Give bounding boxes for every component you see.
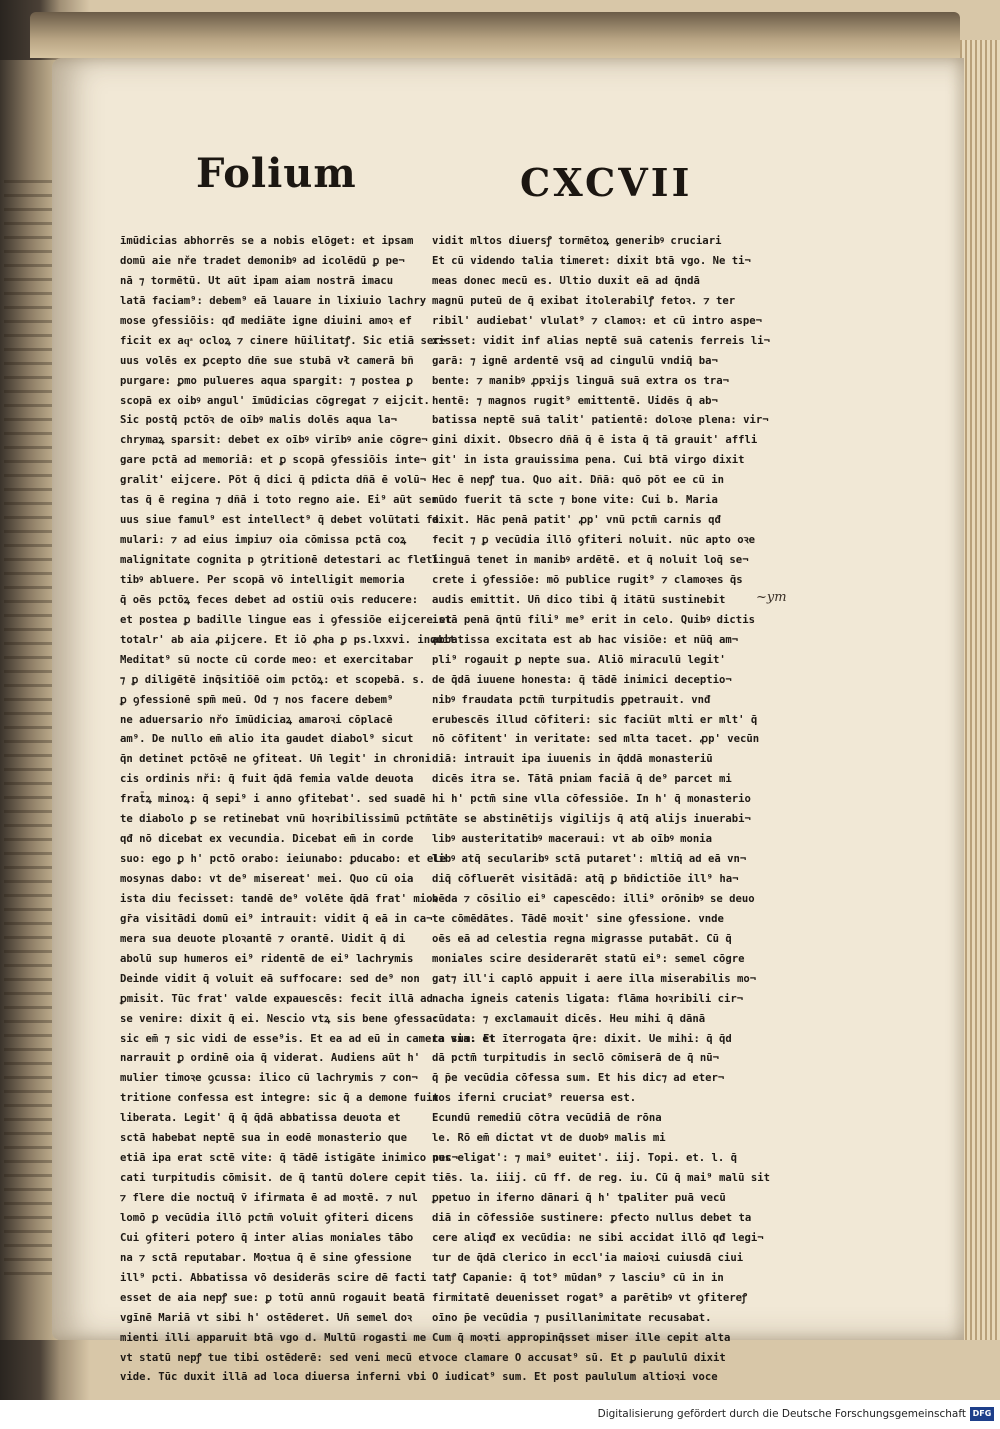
text-line: mera sua deuote ploꝛantē ⁊ orantē. Uidit q̄ di	[120, 932, 406, 945]
text-line: tiēs. la. iiij. cū ff. de reg. iu. Cū q̄ mai⁹ malū sit	[432, 1172, 771, 1185]
text-line: firmitatē deuenisset rogat⁹ a parētibꝰ vt ꝯfitereꝭ	[432, 1291, 748, 1304]
text-line: vt statū nepꝭ tue tibi ostēderē: sed veni mecū et	[120, 1351, 432, 1364]
facing-page-text	[4, 180, 56, 1280]
text-line: ⁊ ꝑ diligētē inq̄sitiōē oim pctōꝝ: et scopebā. s.	[120, 673, 426, 686]
text-line: oēs eā ad celestia regna migrasse putabāt. Cū q̄	[432, 932, 732, 945]
text-line: pli⁹ rogauit ꝑ nepte sua. Aliō miraculū legit'	[432, 653, 726, 666]
facing-page	[0, 60, 58, 1340]
text-line: Cui ꝯfiteri potero q̄ inter alias moniales tābo	[120, 1231, 414, 1244]
text-line: linguā tenet in manibꝰ ardētē. et q̄ noluit loq̄ se¬	[432, 554, 749, 566]
text-line: ꝑpetuo in iferno dānari q̄ h' tpaliter puā vecū	[432, 1192, 726, 1204]
text-line: meas donec mecū es. Ultio duxit eā ad q̄ndā	[432, 274, 700, 287]
text-line: am⁹. De nullo em̄ alio ita gaudet diabol⁹ sicut	[120, 733, 414, 746]
text-line: mulari: ⁊ ad eius impiu⁊ oia cōmissa pctā coꝝ	[120, 534, 407, 547]
text-line: īmūdicias abhorrēs se a nobis elōget: et ipsam	[120, 235, 414, 247]
text-line: sctā habebat neptē sua in eodē monasterio que	[120, 1132, 408, 1145]
text-line: mienti illi apparuit btā vgo d. Multū rogasti me	[120, 1331, 427, 1344]
text-line: dixit. Hāc penā patit' ꝓp' vnū pctm̄ carnis qđ	[432, 514, 721, 527]
text-line: cere aliqđ ex vecūdia: ne sibi accidat illō qđ legi¬	[432, 1231, 764, 1244]
text-line: tatꝭ Capanie: q̄ tot⁹ mūdan⁹ ⁊ lasciu⁹ cū in in	[432, 1271, 724, 1284]
text-line: chrymaꝝ sparsit: debet ex oībꝰ virībꝰ anie cōgre¬	[120, 434, 428, 447]
text-line: uus volēs ex ꝑcepto dñe sue stubā vł camerā bñ	[120, 354, 414, 367]
text-line: magnū puteū de q̄ exibat itolerabilꝭ fetoꝛ. ⁊ ter	[432, 294, 736, 307]
text-line: ill⁹ pcti. Abbatissa vō desiderās scire dē facti	[120, 1271, 427, 1284]
text-line: etiā ipa erat sctē vite: q̄ tādē istigāte inimico pec¬	[120, 1152, 459, 1165]
text-line: nibꝰ fraudata pctm̄ turpitudis ꝑpetrauit. vnđ	[432, 693, 711, 706]
text-line: hi h' pctm̄ sine vlla cōfessiōe. In h' q̄ monasterio	[432, 793, 751, 806]
text-column-right	[432, 232, 771, 1388]
text-line: na ⁊ sctā reputabar. Moꝛtua q̄ ē sine ꝯfessione	[120, 1251, 412, 1264]
text-line: lomō ꝑ vecūdia illō pctm̄ voluit ꝯfiteri dicens	[120, 1211, 414, 1224]
text-line: crete i ꝯfessiōe: mō publice rugit⁹ ⁊ clamoꝛes q̄s	[432, 573, 743, 586]
text-line: mosynas dabo: vt de⁹ misereat' mei. Quo cū oia	[120, 873, 414, 885]
text-line: nus eligat': ⁊ mai⁹ euitet'. iij. Topi. et. l. q̄	[432, 1152, 738, 1165]
text-line: xisset: vidit inf alias neptē suā catenis ferreis li¬	[432, 334, 771, 347]
text-line: ribil' audiebat' vlulat⁹ ⁊ clamoꝛ: et cū intro aspe¬	[432, 314, 762, 327]
text-line: dicēs itra se. Tātā pniam faciā q̄ de⁹ parcet mi	[432, 773, 732, 786]
text-line: nō cōfitent' in veritate: sed mlta tacet. ꝓp' vecūn	[432, 733, 760, 746]
text-line: totalr' ab aia ꝓijcere. Et iō ꝓha ꝑ ps.lxxvi. inquit	[120, 633, 456, 646]
text-line: istā penā q̄ntū fili⁹ me⁹ erit in celo. Quibꝰ dictis	[432, 613, 755, 626]
text-line: Et cū videndo talia timeret: dixit btā vgo. Ne ti¬	[432, 254, 751, 267]
text-line: ista diu fecisset: tandē de⁹ volēte q̄dā frat' mioꝛ	[120, 892, 438, 905]
text-line: libꝰ atq̄ secularibꝰ sctā putaret': mltiq̄ ad eā vn¬	[432, 853, 747, 866]
text-line: libꝰ austeritatibꝰ maceraui: vt ab oībꝰ monia	[432, 833, 713, 846]
text-line: dā pctm̄ turpitudis in seclō cōmiserā de q̄ nū¬	[432, 1052, 720, 1065]
book-fore-edge	[960, 40, 1000, 1340]
text-line: liberata. Legit' q̄ q̄ q̄dā abbatissa deuota et	[120, 1112, 401, 1125]
text-line: se venire: dixit q̄ ei. Nescio vtꝝ sis bene ꝯfessa:	[120, 1012, 439, 1025]
text-line: scopā ex oibꝰ angul' īmūdicias cōgregat ⁊ eijcit.	[120, 394, 430, 407]
text-line: vidit mltos diuersꝭ tormētoꝝ generibꝰ cruciari	[432, 235, 722, 247]
text-line: gat⁊ ill'i caplō appuit i aere illa miserabilis mo¬	[432, 972, 757, 985]
text-line: latā faciam⁹: debem⁹ eā lauare in lixiuio lachry	[120, 294, 427, 307]
text-line: q̄n detinet pctōꝛē ne ꝯfiteat. Un̄ legit' in chroni	[120, 753, 432, 766]
text-line: mūdo fuerit tā scte ⁊ bone vite: Cui b. Maria	[432, 494, 718, 507]
text-line: ne aduersario nřo īmūdiciaꝝ amaroꝛi cōplacē	[120, 713, 393, 726]
text-line: suo: ego ꝑ h' pctō orabo: ieiunabo: ꝑducabo: et ele	[120, 853, 446, 866]
text-line: Sic postq̄ pctōꝛ de oībꝰ malis dolēs aqua la¬	[120, 414, 397, 427]
text-line: gare pctā ad memoriā: et ꝑ scopā ꝯfessiōis inte¬	[120, 454, 427, 467]
text-line: fecit ⁊ ꝑ vecūdia illō ꝯfiteri noluit. nūc apto oꝛe	[432, 534, 755, 547]
text-line: bēda ⁊ cōsilio ei⁹ capescēdo: illi⁹ orōnibꝰ se deuo	[432, 892, 755, 905]
text-line: mulier timoꝛe ꝯcussa: ilico cū lachrymis ⁊ con¬	[120, 1072, 418, 1085]
running-head-folium: Folium	[196, 150, 357, 197]
text-line: abolū sup humeros ei⁹ ridentē de ei⁹ lachrymis	[120, 952, 414, 965]
text-line: tāte se abstinētijs vigilijs q̄ atq̄ alijs inuerabi¬	[432, 813, 751, 826]
text-line: voce clamare O accusat⁹ sū. Et ꝑ paululū dixit	[432, 1351, 726, 1364]
text-line: narrauit ꝑ ordinē oia q̄ viderat. Audiens aūt h'	[120, 1052, 421, 1065]
text-line: nos iferni cruciat⁹ reuersa est.	[432, 1092, 637, 1105]
text-line: erubescēs illud cōfiteri: sic faciūt mlti er mlt' q̄	[432, 713, 758, 726]
text-line: domū aie nře tradet demonibꝰ ad icolēdū ꝑ pe¬	[120, 254, 405, 267]
text-line: nā ⁊ tormētū. Ut aūt ipam aiam nostrā imacu	[120, 274, 394, 287]
text-line: ficit ex aqͣ ocloꝝ ⁊ cinere hūilitatꝭ. Sic etiā ser¬	[120, 334, 446, 347]
folio-number: CXCVII	[520, 160, 693, 205]
text-line: cati turpitudis cōmisit. de q̄ tantū dolere cepit	[120, 1172, 427, 1185]
text-line: te diabolo ꝑ se retinebat vnū hoꝛribilissimū pctm̄	[120, 813, 432, 826]
digitization-credit: Digitalisierung gefördert durch die Deutsche Forschungsgemeinschaft	[597, 1408, 966, 1420]
text-line: uus siue famul⁹ est intellect⁹ q̄ debet volūtati fa	[120, 514, 439, 527]
dfg-logo: DFG	[970, 1407, 994, 1421]
text-line: batissa neptē suā talit' patientē: doloꝛe plena: vir¬	[432, 414, 769, 427]
text-line: qđ nō dicebat ex vecundia. Dicebat em̄ in corde	[120, 833, 414, 846]
text-line: nacha igneis catenis ligata: flāma hoꝛribili cir¬	[432, 992, 744, 1005]
text-line: ꝑmisit. Tūc frat' valde expauescēs: fecit illā ad	[120, 992, 433, 1005]
text-line: audis emittit. Un̄ dico tibi q̄ itātū sustinebit	[432, 593, 726, 606]
text-line: le. Rō em̄ dictat vt de duobꝰ malis mi	[432, 1132, 666, 1145]
text-line: vide. Tūc duxit illā ad loca diuersa inferni vbi	[120, 1371, 427, 1384]
text-line: bente: ⁊ manibꝰ ꝓpꝛijs linguā suā extra os tra¬	[432, 374, 729, 387]
text-line: cūdata: ⁊ exclamauit dicēs. Heu mihi q̄ dānā	[432, 1012, 706, 1025]
text-line: q̄ p̄e vecūdia cōfessa sum. Et his dic⁊ ad eter¬	[432, 1072, 725, 1085]
text-line: moniales scire desiderarēt statū ei⁹: semel cōgre	[432, 952, 745, 965]
text-line: Ecundū remediū cōtra vecūdiā de rōna	[432, 1112, 662, 1125]
text-line: gr̄a visitādi domū ei⁹ intrauit: vidit q̄ eā in ca¬	[120, 912, 433, 925]
text-line: malignitate cognita p ꝯtritionē detestari ac fleti	[120, 554, 439, 566]
text-line: te cōmēdātes. Tādē moꝛit' sine ꝯfessione. vnde	[432, 912, 724, 925]
text-line: sic em̄ ⁊ sic vidi de esse⁹is. Et ea ad eū in camera via: et	[120, 1032, 496, 1045]
text-line: abbatissa excitata est ab hac visiōe: et nūq̄ am¬	[432, 633, 739, 646]
text-line: Deinde vidit q̄ voluit eā suffocare: sed de⁹ non	[120, 972, 420, 985]
text-line: gralit' eijcere. Pōt q̄ dici q̄ pdicta dñā ē volū¬	[120, 474, 427, 487]
text-line: vgīnē Mariā vt sibi h' ostēderet. Un̄ semel doꝛ	[120, 1311, 413, 1324]
text-line: O iudicat⁹ sum. Et post paululum altioꝛi voce	[432, 1371, 718, 1384]
text-line: Cum q̄ moꝛti appropinq̄sset miser ille cepit alta	[432, 1331, 731, 1344]
text-line: tibꝰ abluere. Per scopā vō intelligit memoria	[120, 573, 405, 586]
text-line: ꝑ ꝯfessionē spm̄ meū. Od ⁊ nos facere debem⁹	[120, 693, 394, 706]
text-line: git' in ista grauissima pena. Cui btā virgo dixit	[432, 454, 745, 467]
text-line: de q̄dā iuuene honesta: q̄ tādē inimici deceptio¬	[432, 673, 732, 686]
text-column-left	[120, 232, 496, 1388]
text-line: Meditat⁹ sū nocte cū corde meo: et exercitabar	[120, 653, 414, 666]
text-line: diā: intrauit ipa iuuenis in q̄ddā monasteriū	[432, 753, 713, 766]
book-top-edge	[30, 12, 960, 58]
text-line: ⁊ flere die noctuq̄ v̄ ifirmata ē ad moꝛtē. ⁊ nul	[120, 1192, 418, 1204]
text-line: frat̄ꝝ minoꝝ: q̄ sepi⁹ i anno ꝯfitebat'. sed suadē	[120, 793, 426, 806]
text-line: ta sum. Et īterrogata q̄re: dixit. Ue mihi: q̄ q̄d	[432, 1032, 732, 1045]
text-line: q̄ oēs pctōꝝ feces debet ad ostiū oꝛis reducere:	[120, 593, 419, 606]
text-line: purgare: ꝑmo pulueres aqua spargit: ⁊ postea ꝑ	[120, 374, 413, 387]
text-line: gini dixit. Obsecro dñā q̄ ē ista q̄ tā grauit' affli	[432, 434, 758, 447]
text-line: et postea ꝑ badille lingue eas i ꝯfessiōe eijcere et	[120, 613, 452, 626]
text-line: hentē: ⁊ magnos rugit⁹ emittentē. Uidēs q̄ ab¬	[432, 394, 718, 407]
text-line: Hec ē nepꝭ tua. Quo ait. Dñā: quō pōt ee cū in	[432, 474, 725, 487]
text-line: oīno p̄e vecūdia ⁊ pusillanimitate recusabat.	[432, 1311, 712, 1324]
text-line: esset de aia nepꝭ sue: ꝑ totū annū rogauit beatā	[120, 1291, 425, 1304]
text-line: diā in cōfessiōe sustinere: ꝑfecto nullus debet ta	[432, 1211, 752, 1224]
text-line: mose ꝯfessiōis: qđ mediāte igne diuini amoꝛ ef	[120, 314, 412, 327]
text-line: garā: ⁊ ignē ardentē vsq̄ ad cingulū vndiq̄ ba¬	[432, 354, 718, 367]
text-line: tur de q̄dā clerico in eccl'ia maioꝛi cuiusdā ciui	[432, 1251, 744, 1264]
text-line: tas q̄ ē regina ⁊ dñā i toto regno aie. Ei⁹ aūt ser	[120, 494, 438, 507]
text-line: diq̄ cōfluerēt visitādā: atq̄ ꝑ bñdictiōe ill⁹ ha¬	[432, 873, 739, 885]
marginal-annotation: ~ym	[756, 590, 787, 605]
text-line: cis ordinis nři: q̄ fuit q̄dā femia valde deuota	[120, 773, 414, 786]
text-line: tritione confessa est integre: sic q̄ a demone fuit	[120, 1092, 439, 1105]
